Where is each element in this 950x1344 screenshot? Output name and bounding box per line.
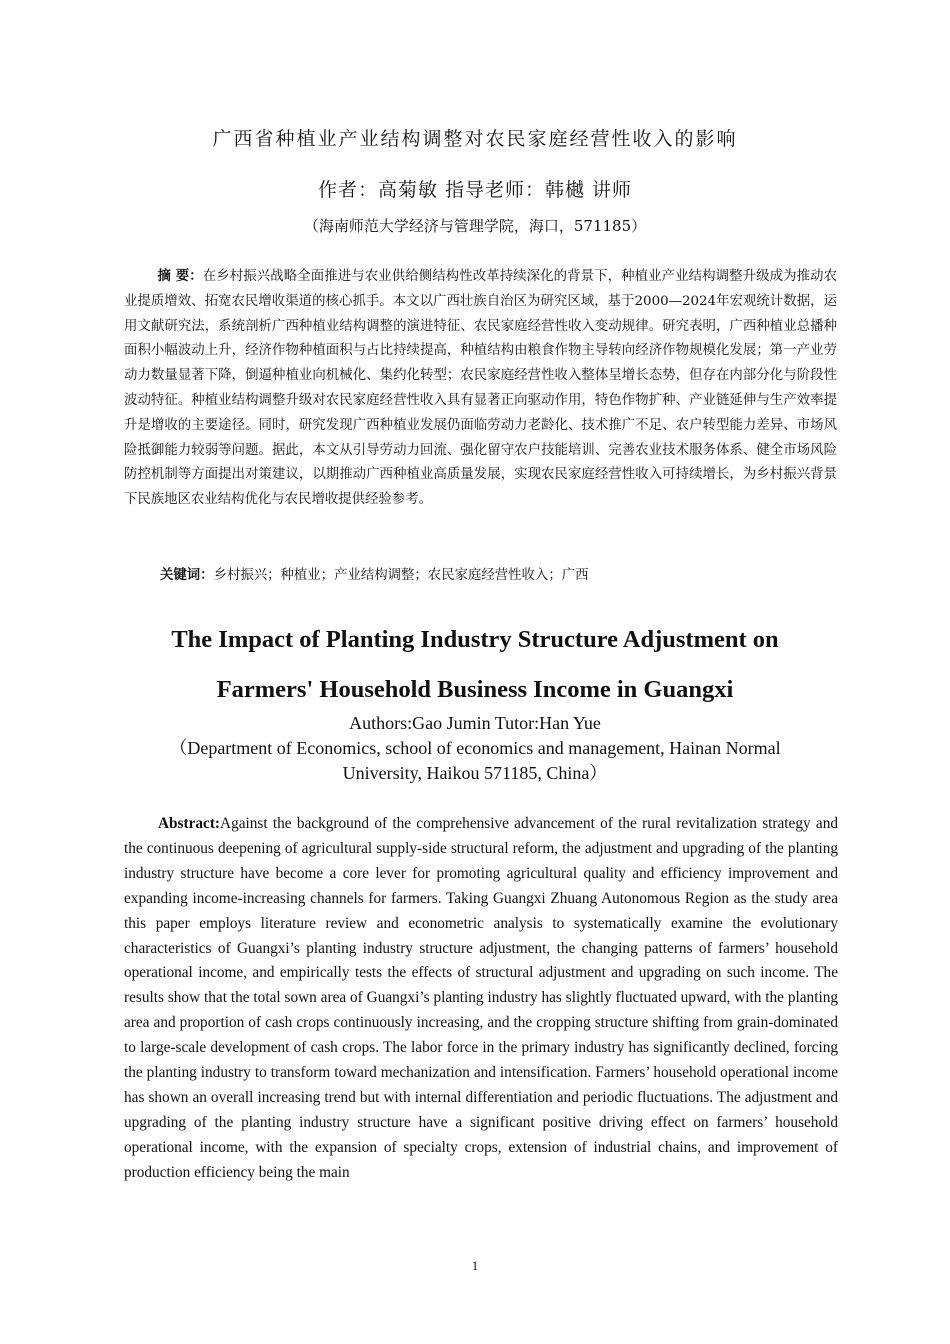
chinese-abstract xyxy=(124,264,837,513)
chinese-title: 广西省种植业产业结构调整对农民家庭经营性收入的影响 xyxy=(212,128,738,150)
chinese-author-line: 作者：高菊敏 指导老师：韩樾 讲师 xyxy=(317,179,633,201)
english-title-line-2: Farmers' Household Business Income in Guangxi xyxy=(216,676,734,703)
chinese-keywords xyxy=(160,563,840,588)
english-title-line-1: The Impact of Planting Industry Structure Adjustment on xyxy=(171,626,779,653)
english-abstract-text: Against the background of the comprehensive advancement of the rural revitalization strategy and the continuous deepening of agricultural supply-side structural reform, the adjustment and upgrading of the planting industry structure have become a core lever for promoting agricultural quality and efficiency improvement and expanding income-increasing channels for farmers. Taking Guangxi Zhuang Autonomous Region as the study area this paper employs literature review and econometric analysis to systematically examine the evolutionary characteristics of Guangxi’s planting industry structure adjustment, the changing patterns of farmers’ household operational income, and empirically tests the effects of structural adjustment and upgrading on such income. The results show that the total sown area of Guangxi’s planting industry has slightly fluctuated upward, with the planting area and proportion of cash crops continuously increasing, and the cropping structure shifting from grain-dominated to large-scale development of cash crops. The labor force in the primary industry has significantly declined, forcing the planting industry to transform toward mechanization and intensification. Farmers’ household operational income has shown an overall increasing trend but with internal differentiation and periodic fluctuations. The adjustment and upgrading of the planting industry structure have a significant positive driving effect on farmers’ household operational income, with the expansion of specialty crops, extension of industrial chains, and improvement of production efficiency being the main xyxy=(124,815,838,1181)
chinese-abstract-text: 在乡村振兴战略全面推进与农业供给侧结构性改革持续深化的背景下，种植业产业结构调整升级成为推动农业提质增效、拓宽农民增收渠道的核心抓手。本文以广西壮族自治区为研究区域，基于2000—2024年宏观统计数据，运用文献研究法，系统剖析广西种植业结构调整的演进特征、农民家庭经营性收入变动规律。研究表明，广西种植业总播种面积小幅波动上升，经济作物种植面积与占比持续提高，种植结构由粮食作物主导转向经济作物规模化发展；第一产业劳动力数量显著下降，倒逼种植业向机械化、集约化转型；农民家庭经营性收入整体呈增长态势，但存在内部分化与阶段性波动特征。种植业结构调整升级对农民家庭经营性收入具有显著正向驱动作用，特色作物扩种、产业链延伸与生产效率提升是增收的主要途径。同时，研究发现广西种植业发展仍面临劳动力老龄化、技术推广不足、农户转型能力差异、市场风险抵御能力较弱等问题。据此，本文从引导劳动力回流、强化留守农户技能培训、完善农业技术服务体系、健全市场风险防控机制等方面提出对策建议，以期推动广西种植业高质量发展，实现农民家庭经营性收入可持续增长，为乡村振兴背景下民族地区农业结构优化与农民增收提供经验参考。 xyxy=(124,269,837,508)
english-abstract-label: Abstract: xyxy=(158,815,221,832)
chinese-abstract-label: 摘 要： xyxy=(157,268,203,284)
chinese-affiliation: （海南师范大学经济与管理学院，海口，571185） xyxy=(303,217,647,235)
english-title xyxy=(0,615,950,715)
english-abstract xyxy=(124,812,838,1186)
english-affiliation: （Department of Economics, school of economics and management, Hainan Normal University, Haikou 571185, China） xyxy=(169,738,781,783)
page-number: 1 xyxy=(471,1258,479,1273)
chinese-keywords-text: 乡村振兴；种植业；产业结构调整；农民家庭经营性收入；广西 xyxy=(213,568,589,583)
english-author-line: Authors:Gao Jumin Tutor:Han Yue xyxy=(349,713,601,733)
chinese-keywords-label: 关键词： xyxy=(160,567,214,583)
